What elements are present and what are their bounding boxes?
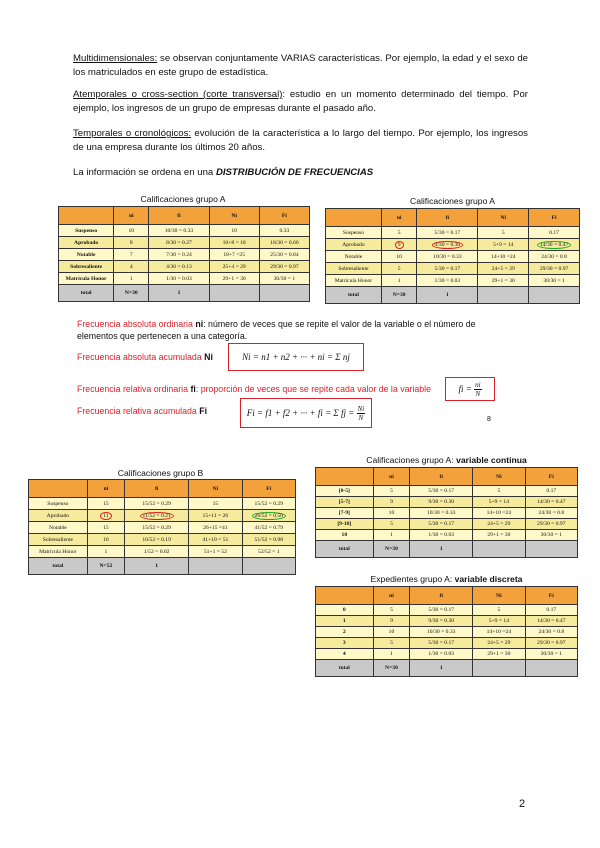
table-cell: Notable xyxy=(59,249,114,261)
table-cell: 30/30 = 1 xyxy=(259,273,309,285)
table-row xyxy=(326,275,580,287)
table_b-header-4: Fi xyxy=(242,480,295,498)
table-d xyxy=(315,586,578,677)
text-distribucion: La información se ordena en una xyxy=(73,167,216,178)
table-b xyxy=(28,479,296,575)
table-total-cell: total xyxy=(29,558,88,575)
table-cell: 7 xyxy=(114,249,149,261)
table-row xyxy=(326,263,580,275)
table-total-cell: 1 xyxy=(149,285,209,302)
table-cell: Suspenso xyxy=(326,227,382,239)
table-row xyxy=(316,497,578,508)
table-cell: 1/30 = 0.03 xyxy=(149,273,209,285)
table_c-header-2: fi xyxy=(410,468,473,486)
table-cell: 8 xyxy=(114,237,149,249)
table-row xyxy=(316,508,578,519)
circled-value: 14/30 = 0.47 xyxy=(537,241,571,249)
table_a-header-2: fi xyxy=(149,207,209,225)
table-cell: Notable xyxy=(29,522,88,534)
table-cell: 18+7 =25 xyxy=(209,249,259,261)
table-cell: 30/30 = 1 xyxy=(525,649,577,660)
paragraph-distribucion xyxy=(73,166,528,180)
table-c-caption-text: Calificaciones grupo A: xyxy=(366,455,457,465)
table-a xyxy=(58,206,310,302)
def-abs-acc-symbol: Ni xyxy=(204,352,213,362)
table-b-caption: Calificaciones grupo B xyxy=(117,468,204,478)
formula-rel-ord-num: ni xyxy=(475,380,481,389)
table-cell xyxy=(417,239,478,251)
table-cell: 29/30 = 0.97 xyxy=(525,638,577,649)
table-cell: 41+10 = 51 xyxy=(189,534,242,546)
table_a-header-3: Ni xyxy=(209,207,259,225)
table-cell: 15 xyxy=(87,498,124,510)
term-cross-section: Atemporales o cross-section (corte transversal) xyxy=(73,89,283,100)
table-cell: 10/30 = 0.33 xyxy=(417,251,478,263)
table-cell: 7/30 = 0.24 xyxy=(149,249,209,261)
table-cell: 1 xyxy=(87,546,124,558)
circled-value: 9 xyxy=(395,241,404,249)
table_a-header-1: ni xyxy=(114,207,149,225)
table-cell: Suspenso xyxy=(29,498,88,510)
table-cell xyxy=(381,239,417,251)
table-cell: Sobresaliente xyxy=(59,261,114,273)
table-row xyxy=(316,638,578,649)
table-row xyxy=(29,510,296,522)
table_b-header-0 xyxy=(29,480,88,498)
table-cell: 10 xyxy=(373,627,410,638)
table-cell: 1 xyxy=(381,275,417,287)
table-cell: 0.17 xyxy=(525,605,577,616)
table-cell: [9-10] xyxy=(316,519,374,530)
table-cell: [0-5] xyxy=(316,486,374,497)
table-row xyxy=(316,605,578,616)
table-cell: 14+10 =24 xyxy=(473,627,525,638)
table-cell: 10 xyxy=(381,251,417,263)
table-cell: 18/30 = 0.60 xyxy=(259,237,309,249)
def-absolute-accumulated xyxy=(77,352,213,362)
table-total-cell: 1 xyxy=(410,541,473,558)
table-cell: 9/30 = 0.30 xyxy=(410,497,473,508)
table-cell: 5/30 = 0.17 xyxy=(417,227,478,239)
table_b-header-3: Ni xyxy=(189,480,242,498)
table-cell: 24/30 = 0.8 xyxy=(529,251,580,263)
def-rel-ord-text: : proporción de veces que se repite cada valor de la variable xyxy=(195,384,432,394)
table-cell: 51+1 = 52 xyxy=(189,546,242,558)
table-cell: Matrícula Honor xyxy=(59,273,114,285)
def-rel-acc-label: Frecuencia relativa acumulada xyxy=(77,406,200,416)
table-row xyxy=(59,273,310,285)
circled-value: 26/52 = 0.50 xyxy=(252,512,286,520)
table_c-header-1: ni xyxy=(373,468,410,486)
circled-value: 11 xyxy=(100,512,111,520)
table-cell: 5 xyxy=(373,605,410,616)
formula-rel-ord-den: N xyxy=(475,389,481,398)
term-multidimensional: Multidimensionales: xyxy=(73,53,158,64)
table-total-cell xyxy=(209,285,259,302)
table-total-cell: total xyxy=(59,285,114,302)
table_a2-header-4: Fi xyxy=(529,209,580,227)
table-cell: 15+11 = 26 xyxy=(189,510,242,522)
table-cell: 29/30 = 0.97 xyxy=(529,263,580,275)
def-abs-ord-symbol: ni xyxy=(195,319,204,329)
table-cell: 8/30 = 0.27 xyxy=(149,237,209,249)
table-cell: 52/52 = 1 xyxy=(242,546,295,558)
table-c-caption xyxy=(315,455,578,465)
formula-rel-acc xyxy=(240,398,372,428)
table_a2-header-2: fi xyxy=(417,209,478,227)
def-rel-ord-label: Frecuencia relativa ordinaria xyxy=(77,384,191,394)
table-cell: 14+10 =24 xyxy=(478,251,529,263)
circled-value: 9/30 = 0.30 xyxy=(432,241,464,249)
table-cell: 2 xyxy=(316,627,374,638)
table_d-header-2: fi xyxy=(410,587,473,605)
table-cell: 1/52 = 0.02 xyxy=(125,546,189,558)
table-cell: 5/30 = 0.17 xyxy=(417,263,478,275)
table-total-row xyxy=(29,558,296,575)
paragraph-multidimensional xyxy=(73,52,528,80)
table-cell: 15 xyxy=(189,498,242,510)
table-cell: 10+8 = 18 xyxy=(209,237,259,249)
table-cell: 5+9 = 14 xyxy=(478,239,529,251)
formula-abs-acc-text: Ni = n1 + n2 + ··· + ni = Σ nj xyxy=(242,352,350,362)
table_a2-header-3: Ni xyxy=(478,209,529,227)
table-cell: 0 xyxy=(316,605,374,616)
table_a-header-0 xyxy=(59,207,114,225)
table-cell: 15/52 = 0.29 xyxy=(242,498,295,510)
table-cell: 10/30 = 0.33 xyxy=(149,225,209,237)
def-rel-ord-symbol: fi xyxy=(190,384,196,394)
table-a-caption: Calificaciones grupo A xyxy=(140,194,226,204)
table-total-cell: N=30 xyxy=(373,541,410,558)
table-cell: Aprobado xyxy=(29,510,88,522)
table-total-cell: N=30 xyxy=(373,660,410,677)
table-d-caption xyxy=(315,574,578,584)
table-cell: 1/30 = 0.03 xyxy=(410,530,473,541)
table-cell: 30/30 = 1 xyxy=(525,530,577,541)
table-cell: 9/30 = 0.30 xyxy=(410,616,473,627)
table-cell: 5/30 = 0.17 xyxy=(410,638,473,649)
table-cell: 15 xyxy=(87,522,124,534)
def-abs-ord-label: Frecuencia absoluta ordinaria xyxy=(77,319,196,329)
formula-rel-acc-num: Ni xyxy=(357,404,365,413)
table-row xyxy=(316,627,578,638)
table-cell: 1/30 = 0.03 xyxy=(410,649,473,660)
table-cell: 5 xyxy=(473,486,525,497)
text-multidimensional: se observan conjuntamente VARIAS características. Por ejemplo, la edad y el sexo de los matriculados en este grupo de estadística. xyxy=(73,53,528,78)
page-number: 2 xyxy=(519,798,526,810)
def-rel-acc-symbol: Fi xyxy=(199,406,208,416)
paragraph-cross-section xyxy=(73,88,528,116)
table-cell: Notable xyxy=(326,251,382,263)
slide-number: 8 xyxy=(487,416,491,423)
table-cell: 10 xyxy=(87,534,124,546)
table-row xyxy=(59,237,310,249)
table-total-cell: N=30 xyxy=(381,287,417,304)
table-row xyxy=(29,534,296,546)
table-cell: 10/52 = 0.19 xyxy=(125,534,189,546)
table-cell: 24+5 = 29 xyxy=(473,638,525,649)
formula-rel-acc-text: Fi = f1 + f2 + ··· + fi = Σ fj = xyxy=(246,408,355,418)
table-row xyxy=(316,530,578,541)
table-cell: 15/52 = 0.29 xyxy=(125,522,189,534)
table-row xyxy=(29,546,296,558)
table-row xyxy=(326,227,580,239)
table-total-cell xyxy=(529,287,580,304)
table-cell: 1 xyxy=(373,530,410,541)
term-distribucion: DISTRIBUCIÓN DE FRECUENCIAS xyxy=(215,167,374,178)
table-cell: 41/52 = 0.79 xyxy=(242,522,295,534)
table_b-header-1: ni xyxy=(87,480,124,498)
table-cell: 1/30 = 0.03 xyxy=(417,275,478,287)
table-cell: 5/30 = 0.17 xyxy=(410,605,473,616)
table-row xyxy=(316,649,578,660)
table-cell: 5/30 = 0.17 xyxy=(410,519,473,530)
def-absolute-ordinary xyxy=(77,318,487,342)
table-total-cell xyxy=(525,660,577,677)
table-cell: 29+1 = 30 xyxy=(209,273,259,285)
table-total-cell xyxy=(473,541,525,558)
table-total-cell: N=30 xyxy=(114,285,149,302)
table-cell: 0.33 xyxy=(259,225,309,237)
def-relative-ordinary xyxy=(77,384,431,394)
table-total-row xyxy=(59,285,310,302)
table-cell: Suspenso xyxy=(59,225,114,237)
table-cell: 29+1 = 30 xyxy=(473,530,525,541)
table-cell: 15/52 = 0.29 xyxy=(125,498,189,510)
table-cell: 10/30 = 0.33 xyxy=(410,508,473,519)
table_d-header-1: ni xyxy=(373,587,410,605)
table-total-cell: total xyxy=(316,541,374,558)
table-a2-caption: Calificaciones grupo A xyxy=(409,196,496,206)
table-row xyxy=(59,261,310,273)
table-cell: Matrícula Honor xyxy=(326,275,382,287)
table_d-header-4: Fi xyxy=(525,587,577,605)
table-cell: 30/30 = 1 xyxy=(529,275,580,287)
table_d-header-3: Ni xyxy=(473,587,525,605)
table_c-header-4: Fi xyxy=(525,468,577,486)
term-temporales: Temporales o cronológicos: xyxy=(73,128,192,139)
table-cell: 4 xyxy=(316,649,374,660)
table-cell: 5 xyxy=(373,486,410,497)
table-row xyxy=(316,616,578,627)
table-cell: 5 xyxy=(381,227,417,239)
table-cell: 29/30 = 0.97 xyxy=(525,519,577,530)
table-a2 xyxy=(325,208,580,304)
table-cell: 29+1 = 30 xyxy=(478,275,529,287)
text-temporales: evolución de la característica a lo largo del tiempo. Por ejemplo, los ingresos de una empresa durante los últimos 20 años. xyxy=(73,128,528,153)
table-cell: Sobresaliente xyxy=(29,534,88,546)
table-cell xyxy=(529,239,580,251)
table-cell: 10 xyxy=(209,225,259,237)
table-total-cell xyxy=(259,285,309,302)
formula-rel-ord xyxy=(445,377,495,401)
table-cell: 1 xyxy=(373,649,410,660)
table-row xyxy=(316,519,578,530)
table-cell: 10 xyxy=(316,530,374,541)
table-cell: Aprobado xyxy=(59,237,114,249)
table-total-cell xyxy=(189,558,242,575)
table-cell: [5-7] xyxy=(316,497,374,508)
table-cell: 1 xyxy=(114,273,149,285)
table_d-header-0 xyxy=(316,587,374,605)
table-cell: 5 xyxy=(373,638,410,649)
table-cell: 10/30 = 0.33 xyxy=(410,627,473,638)
table-cell: 24/30 = 0.8 xyxy=(525,508,577,519)
table-cell: 25+4 = 29 xyxy=(209,261,259,273)
table-row xyxy=(29,522,296,534)
table-c xyxy=(315,467,578,558)
table_a-header-4: Fi xyxy=(259,207,309,225)
table-cell: 24+5 = 29 xyxy=(473,519,525,530)
table-total-cell: N=52 xyxy=(87,558,124,575)
table-row xyxy=(316,486,578,497)
table-cell: 5 xyxy=(473,605,525,616)
formula-rel-acc-den: N xyxy=(358,413,364,422)
table-cell xyxy=(125,510,189,522)
text-cross-section: : estudio en un momento determinado del tiempo. Por ejemplo, los ingresos de un grupo de empresas durante el pasado año. xyxy=(73,89,528,114)
table-cell: Matrícula Honor xyxy=(29,546,88,558)
table-cell: 5 xyxy=(373,519,410,530)
table-total-cell: 1 xyxy=(417,287,478,304)
def-abs-ord-text: : número de veces que se repite el valor de la variable o el número de elementos que pertenecen a una categoría. xyxy=(77,319,476,341)
table-cell: 3 xyxy=(316,638,374,649)
table-cell: Sobresaliente xyxy=(326,263,382,275)
table-cell: 5 xyxy=(381,263,417,275)
table_c-header-0 xyxy=(316,468,374,486)
table-total-cell xyxy=(242,558,295,575)
table-cell: 9 xyxy=(373,616,410,627)
table-cell: 5+9 = 14 xyxy=(473,616,525,627)
table-total-cell: total xyxy=(316,660,374,677)
table-cell: 26+15 =41 xyxy=(189,522,242,534)
table-d-caption-text: Expedientes grupo A: xyxy=(370,574,455,584)
table-cell: 5+9 = 14 xyxy=(473,497,525,508)
table-cell: 14+10 =24 xyxy=(473,508,525,519)
def-relative-accumulated xyxy=(77,406,207,416)
table-c-caption-bold: variable continua xyxy=(456,455,527,465)
table-cell: 1 xyxy=(316,616,374,627)
table-cell: 10 xyxy=(373,508,410,519)
table-row xyxy=(29,498,296,510)
table-total-cell: 1 xyxy=(125,558,189,575)
table-cell: 29/30 = 0.97 xyxy=(259,261,309,273)
table_a2-header-1: ni xyxy=(381,209,417,227)
table-cell: 10 xyxy=(114,225,149,237)
table-total-cell: 1 xyxy=(410,660,473,677)
table-row xyxy=(59,249,310,261)
table-total-cell: total xyxy=(326,287,382,304)
table-cell: 25/30 = 0.84 xyxy=(259,249,309,261)
table-cell: 0.17 xyxy=(525,486,577,497)
table-cell: Aprobado xyxy=(326,239,382,251)
def-abs-acc-label: Frecuencia absoluta acumulada xyxy=(77,352,205,362)
formula-abs-acc xyxy=(228,343,364,371)
paragraph-temporales xyxy=(73,127,528,155)
table-total-row xyxy=(326,287,580,304)
table-cell: 5/30 = 0.17 xyxy=(410,486,473,497)
table-cell xyxy=(242,510,295,522)
circled-value: 11/52 = 0.21 xyxy=(140,512,174,520)
table-cell: 9 xyxy=(373,497,410,508)
table-cell: 24/30 = 0.8 xyxy=(525,627,577,638)
table-cell: 24+5 = 29 xyxy=(478,263,529,275)
table-cell xyxy=(87,510,124,522)
table-total-cell xyxy=(478,287,529,304)
table-cell: 0.17 xyxy=(529,227,580,239)
table-total-row xyxy=(316,541,578,558)
table-row xyxy=(326,239,580,251)
table-row xyxy=(326,251,580,263)
table-total-cell xyxy=(473,660,525,677)
table_c-header-3: Ni xyxy=(473,468,525,486)
table-cell: 51/52 = 0.98 xyxy=(242,534,295,546)
table-row xyxy=(59,225,310,237)
table-total-row xyxy=(316,660,578,677)
table-cell: 14/30 = 0.47 xyxy=(525,497,577,508)
table-cell: 29+1 = 30 xyxy=(473,649,525,660)
table-cell: 14/30 = 0.47 xyxy=(525,616,577,627)
table-cell: 4/30 = 0.13 xyxy=(149,261,209,273)
table-d-caption-bold: variable discreta xyxy=(454,574,523,584)
table_b-header-2: fi xyxy=(125,480,189,498)
table-total-cell xyxy=(525,541,577,558)
formula-rel-ord-lhs: fi = xyxy=(458,384,472,394)
table-cell: 4 xyxy=(114,261,149,273)
table-cell: [7-9] xyxy=(316,508,374,519)
table_a2-header-0 xyxy=(326,209,382,227)
table-cell: 5 xyxy=(478,227,529,239)
